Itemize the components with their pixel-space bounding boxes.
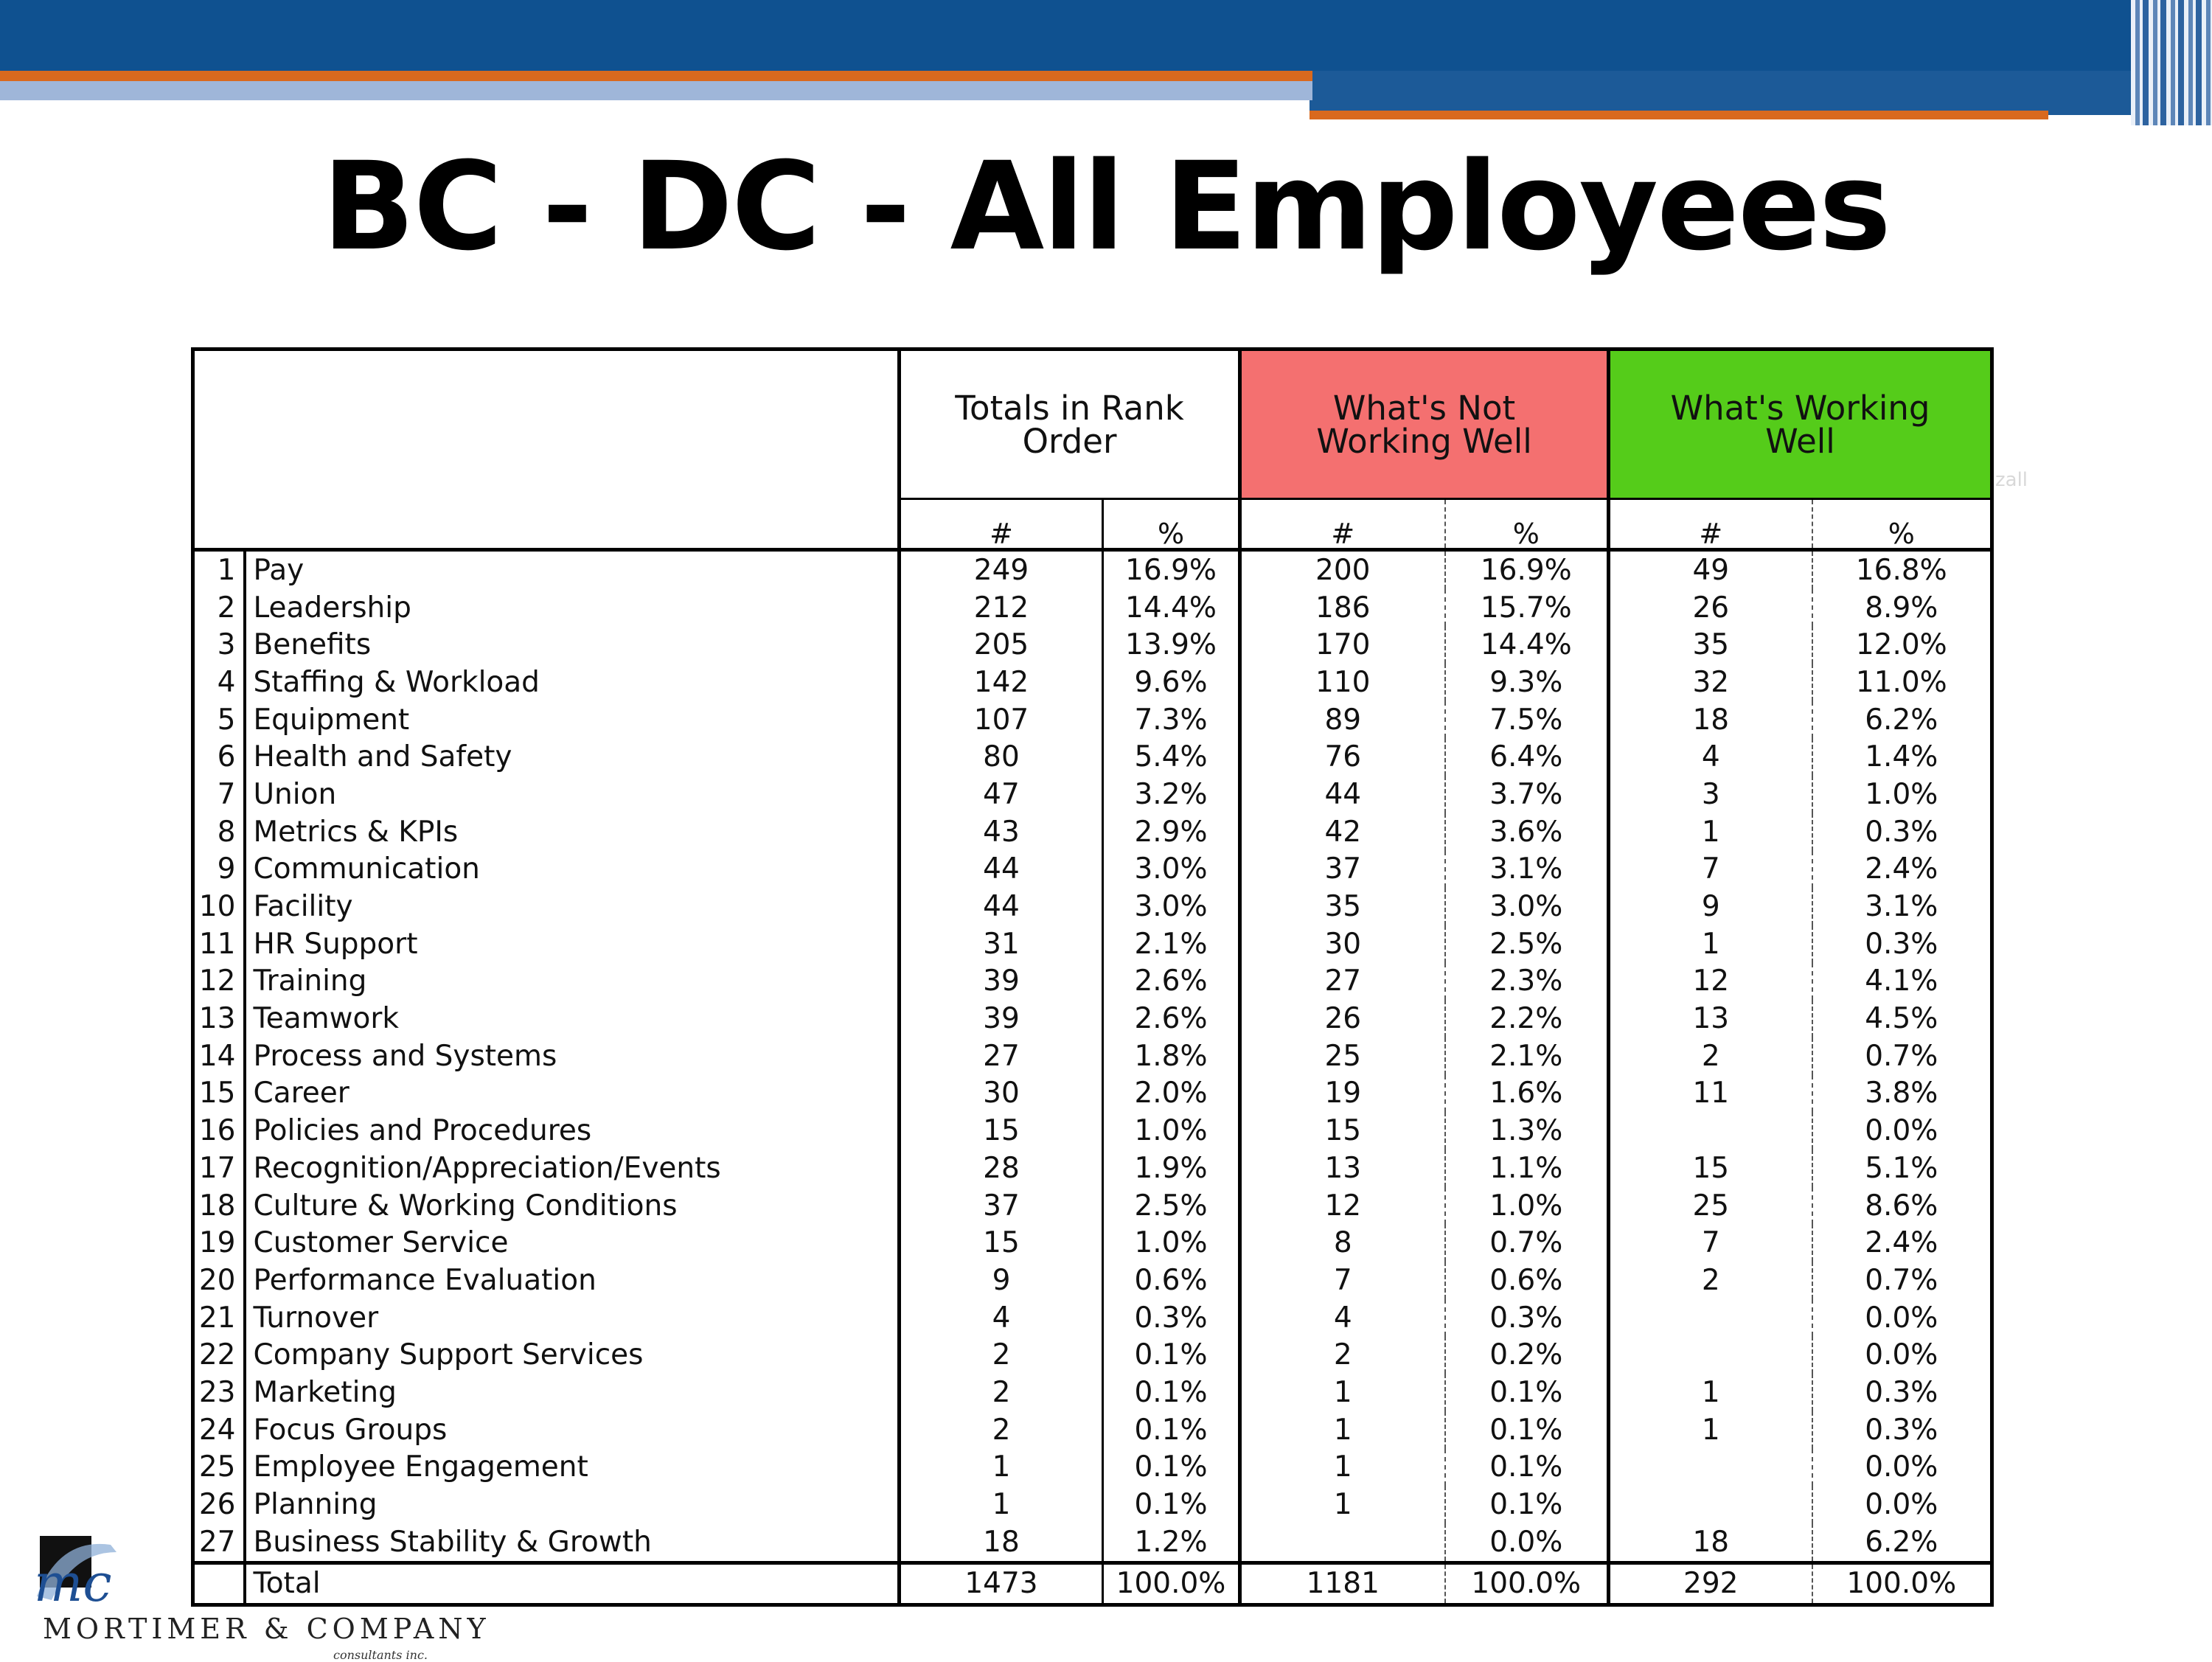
table-row <box>193 1224 1992 1262</box>
row-total-count: 27 <box>983 1039 1020 1073</box>
row-total-percent: 13.9% <box>1103 626 1240 664</box>
row-work-percent: 2.4% <box>1812 851 1992 889</box>
row-work-percent: 12.0% <box>1812 626 1992 664</box>
row-work-percent: 11.0% <box>1812 664 1992 701</box>
row-work-percent: 3.1% <box>1812 888 1992 925</box>
row-rank: 5 <box>193 701 245 739</box>
row-total-percent: 1.0% <box>1103 1224 1240 1262</box>
row-rank: 17 <box>193 1150 245 1187</box>
row-total-percent: 2.6% <box>1103 1000 1240 1037</box>
row-work-count: 35 <box>1692 628 1730 662</box>
row-work-count: 3 <box>1701 777 1720 811</box>
table-row <box>193 925 1992 963</box>
row-work-percent: 4.5% <box>1812 1000 1992 1037</box>
row-rank: 7 <box>193 776 245 813</box>
row-rank: 25 <box>193 1449 245 1487</box>
table-row <box>193 701 1992 739</box>
table-row <box>193 1000 1992 1037</box>
row-not-count: 1 <box>1333 1413 1352 1447</box>
row-not-percent: 16.9% <box>1445 550 1609 589</box>
row-work-count: 2 <box>1701 1039 1720 1073</box>
row-total-count: 44 <box>983 852 1020 886</box>
row-total-percent: 0.6% <box>1103 1262 1240 1299</box>
row-category: Teamwork <box>245 1000 900 1037</box>
row-total-percent: 5.4% <box>1103 738 1240 776</box>
sub-header-row <box>193 499 1992 550</box>
row-work-count: 11 <box>1692 1077 1730 1110</box>
row-not-percent: 6.4% <box>1445 738 1609 776</box>
row-work-count: 1 <box>1701 1375 1720 1409</box>
row-work-percent: 6.2% <box>1812 1523 1992 1562</box>
table-row <box>193 813 1992 851</box>
row-category: Customer Service <box>245 1224 900 1262</box>
row-rank: 22 <box>193 1336 245 1374</box>
row-total-percent: 2.6% <box>1103 963 1240 1001</box>
row-total-percent: 2.1% <box>1103 925 1240 963</box>
logo-tagline: consultants inc. <box>333 1648 428 1662</box>
row-total-percent: 1.0% <box>1103 1112 1240 1150</box>
table-row <box>193 888 1992 925</box>
row-not-percent: 0.1% <box>1445 1486 1609 1523</box>
row-total-percent: 2.9% <box>1103 813 1240 851</box>
header-vertical-stripes <box>2131 0 2212 125</box>
row-not-count: 13 <box>1324 1151 1362 1185</box>
row-total-count: 15 <box>983 1226 1020 1260</box>
row-rank: 14 <box>193 1037 245 1075</box>
row-category: Culture & Working Conditions <box>245 1187 900 1225</box>
row-not-percent: 0.0% <box>1445 1523 1609 1562</box>
row-not-count: 19 <box>1324 1077 1362 1110</box>
row-category: Union <box>245 776 900 813</box>
row-not-count: 89 <box>1324 703 1362 737</box>
table-row <box>193 1449 1992 1487</box>
slide-title: BC - DC - All Employees <box>321 136 1891 277</box>
row-not-percent: 15.7% <box>1445 589 1609 627</box>
row-total-count: 47 <box>983 777 1020 811</box>
row-rank: 12 <box>193 963 245 1001</box>
row-work-count <box>1609 1336 1812 1374</box>
subheader-not-percent: % <box>1445 499 1609 550</box>
row-total-count: 2 <box>992 1413 1011 1447</box>
row-total-count: 15 <box>983 1114 1020 1148</box>
header-band-blue <box>0 0 2212 71</box>
row-total-count: 212 <box>973 591 1029 625</box>
row-total-count: 2 <box>992 1338 1011 1372</box>
row-rank: 8 <box>193 813 245 851</box>
row-not-count: 1 <box>1333 1375 1352 1409</box>
row-rank: 20 <box>193 1262 245 1299</box>
row-category: Marketing <box>245 1374 900 1411</box>
row-total-percent: 2.0% <box>1103 1075 1240 1113</box>
table-row <box>193 963 1992 1001</box>
row-total-count: 39 <box>983 1002 1020 1036</box>
row-not-count: 1 <box>1333 1450 1352 1484</box>
total-work-count: 292 <box>1609 1562 1812 1604</box>
row-work-percent: 8.6% <box>1812 1187 1992 1225</box>
row-category: Communication <box>245 851 900 889</box>
row-not-percent: 0.1% <box>1445 1374 1609 1411</box>
row-total-count: 107 <box>973 703 1029 737</box>
row-not-count: 37 <box>1324 852 1362 886</box>
row-not-count: 76 <box>1324 740 1362 774</box>
row-rank: 27 <box>193 1523 245 1562</box>
row-not-percent: 2.1% <box>1445 1037 1609 1075</box>
subheader-work-percent: % <box>1812 499 1992 550</box>
row-total-count: 80 <box>983 740 1020 774</box>
row-not-count: 110 <box>1315 665 1371 699</box>
row-total-percent: 1.9% <box>1103 1150 1240 1187</box>
row-not-count: 25 <box>1324 1039 1362 1073</box>
row-work-percent: 0.3% <box>1812 1411 1992 1449</box>
row-total-percent: 3.2% <box>1103 776 1240 813</box>
total-percent: 100.0% <box>1103 1562 1240 1604</box>
row-work-count: 2 <box>1701 1263 1720 1297</box>
row-total-percent: 0.3% <box>1103 1299 1240 1337</box>
row-not-percent: 3.1% <box>1445 851 1609 889</box>
row-category: Health and Safety <box>245 738 900 776</box>
row-work-percent: 6.2% <box>1812 701 1992 739</box>
row-work-percent: 0.0% <box>1812 1486 1992 1523</box>
row-work-percent: 1.4% <box>1812 738 1992 776</box>
row-not-count: 186 <box>1315 591 1371 625</box>
row-rank: 1 <box>193 550 245 589</box>
row-not-percent: 2.2% <box>1445 1000 1609 1037</box>
row-work-percent: 0.0% <box>1812 1449 1992 1487</box>
row-not-count: 15 <box>1324 1114 1362 1148</box>
header-stripe-orange <box>0 71 1312 81</box>
row-category: HR Support <box>245 925 900 963</box>
table-row <box>193 851 1992 889</box>
row-rank: 21 <box>193 1299 245 1337</box>
employee-feedback-table <box>191 347 1994 1607</box>
logo-mark-text: mc <box>34 1553 112 1611</box>
row-total-count: 142 <box>973 665 1029 699</box>
row-category: Company Support Services <box>245 1336 900 1374</box>
row-total-count: 205 <box>973 628 1029 662</box>
row-category: Process and Systems <box>245 1037 900 1075</box>
row-category: Career <box>245 1075 900 1113</box>
row-rank: 18 <box>193 1187 245 1225</box>
row-not-count: 42 <box>1324 815 1362 849</box>
row-rank: 16 <box>193 1112 245 1150</box>
row-rank: 4 <box>193 664 245 701</box>
table-row <box>193 1374 1992 1411</box>
row-work-count: 1 <box>1701 1413 1720 1447</box>
row-work-percent: 0.7% <box>1812 1037 1992 1075</box>
row-total-count: 9 <box>992 1263 1011 1297</box>
row-total-percent: 0.1% <box>1103 1374 1240 1411</box>
row-total-percent: 0.1% <box>1103 1449 1240 1487</box>
header-band-right <box>1310 71 2212 115</box>
row-not-count: 1 <box>1333 1488 1352 1522</box>
row-work-percent: 0.0% <box>1812 1336 1992 1374</box>
row-work-count: 12 <box>1692 964 1730 998</box>
table-row <box>193 1299 1992 1337</box>
row-work-percent: 2.4% <box>1812 1224 1992 1262</box>
row-work-count <box>1609 1486 1812 1523</box>
row-work-count: 13 <box>1692 1002 1730 1036</box>
row-rank: 23 <box>193 1374 245 1411</box>
row-not-percent: 14.4% <box>1445 626 1609 664</box>
row-total-count: 4 <box>992 1301 1011 1335</box>
row-not-percent: 0.2% <box>1445 1336 1609 1374</box>
row-not-percent: 1.6% <box>1445 1075 1609 1113</box>
row-not-count: 7 <box>1333 1263 1352 1297</box>
row-category: Turnover <box>245 1299 900 1337</box>
group-header-row <box>193 350 1992 499</box>
row-rank: 3 <box>193 626 245 664</box>
row-rank: 9 <box>193 851 245 889</box>
row-work-percent: 8.9% <box>1812 589 1992 627</box>
row-not-count: 200 <box>1315 553 1371 587</box>
row-not-count: 2 <box>1333 1338 1352 1372</box>
row-not-percent: 0.1% <box>1445 1411 1609 1449</box>
row-category: Performance Evaluation <box>245 1262 900 1299</box>
header-totals: Totals in Rank Order <box>900 350 1240 499</box>
table-row <box>193 1411 1992 1449</box>
table-row <box>193 589 1992 627</box>
total-work-percent: 100.0% <box>1812 1562 1992 1604</box>
total-not-count: 1181 <box>1240 1562 1445 1604</box>
table-row <box>193 1075 1992 1113</box>
row-work-percent: 16.8% <box>1812 550 1992 589</box>
row-rank: 11 <box>193 925 245 963</box>
row-not-percent: 3.7% <box>1445 776 1609 813</box>
row-not-percent: 0.3% <box>1445 1299 1609 1337</box>
row-not-count: 8 <box>1333 1226 1352 1260</box>
row-not-count: 44 <box>1324 777 1362 811</box>
row-work-count: 7 <box>1701 852 1720 886</box>
row-total-count: 1 <box>992 1488 1011 1522</box>
row-work-count: 26 <box>1692 591 1730 625</box>
row-category: Pay <box>245 550 900 589</box>
row-not-count: 170 <box>1315 628 1371 662</box>
row-total-percent: 9.6% <box>1103 664 1240 701</box>
total-label: Total <box>245 1562 900 1604</box>
row-rank: 10 <box>193 888 245 925</box>
row-category: Leadership <box>245 589 900 627</box>
row-work-count: 1 <box>1701 815 1720 849</box>
row-work-percent: 1.0% <box>1812 776 1992 813</box>
row-rank: 19 <box>193 1224 245 1262</box>
row-work-percent: 0.7% <box>1812 1262 1992 1299</box>
subheader-total-percent: % <box>1103 499 1240 550</box>
row-not-percent: 0.1% <box>1445 1449 1609 1487</box>
table-row <box>193 550 1992 589</box>
row-category: Equipment <box>245 701 900 739</box>
row-total-count: 37 <box>983 1189 1020 1223</box>
total-count: 1473 <box>900 1562 1103 1604</box>
row-work-percent: 0.3% <box>1812 925 1992 963</box>
row-work-percent: 0.3% <box>1812 1374 1992 1411</box>
subheader-work-count: # <box>1609 499 1812 550</box>
row-category: Metrics & KPIs <box>245 813 900 851</box>
header-stripe-light <box>0 81 1312 100</box>
row-not-percent: 1.0% <box>1445 1187 1609 1225</box>
subheader-total-count: # <box>900 499 1103 550</box>
row-total-percent: 14.4% <box>1103 589 1240 627</box>
row-not-percent: 3.6% <box>1445 813 1609 851</box>
header-stripe-orange-right <box>1310 111 2048 119</box>
table-row <box>193 1187 1992 1225</box>
row-category: Business Stability & Growth <box>245 1523 900 1562</box>
row-category: Staffing & Workload <box>245 664 900 701</box>
row-not-percent: 1.1% <box>1445 1150 1609 1187</box>
row-total-percent: 16.9% <box>1103 550 1240 589</box>
row-work-count <box>1609 1449 1812 1487</box>
row-work-percent: 0.0% <box>1812 1299 1992 1337</box>
row-not-percent: 7.5% <box>1445 701 1609 739</box>
row-total-count: 1 <box>992 1450 1011 1484</box>
row-work-count: 4 <box>1701 740 1720 774</box>
table-row <box>193 1112 1992 1150</box>
row-category: Planning <box>245 1486 900 1523</box>
row-work-count: 9 <box>1701 890 1720 924</box>
row-work-percent: 0.3% <box>1812 813 1992 851</box>
row-total-percent: 1.8% <box>1103 1037 1240 1075</box>
row-category: Benefits <box>245 626 900 664</box>
total-row <box>193 1562 1992 1604</box>
table-row <box>193 1486 1992 1523</box>
row-total-percent: 2.5% <box>1103 1187 1240 1225</box>
row-not-percent: 0.7% <box>1445 1224 1609 1262</box>
row-work-count: 49 <box>1692 553 1730 587</box>
row-work-count: 7 <box>1701 1226 1720 1260</box>
row-category: Recognition/Appreciation/Events <box>245 1150 900 1187</box>
row-work-count <box>1609 1299 1812 1337</box>
row-category: Policies and Procedures <box>245 1112 900 1150</box>
header-not-working-well: What's Not Working Well <box>1240 350 1609 499</box>
row-total-percent: 3.0% <box>1103 851 1240 889</box>
row-category: Training <box>245 963 900 1001</box>
row-total-percent: 0.1% <box>1103 1486 1240 1523</box>
row-total-count: 43 <box>983 815 1020 849</box>
row-not-count: 35 <box>1324 890 1362 924</box>
row-not-count <box>1240 1523 1445 1562</box>
row-work-count: 15 <box>1692 1151 1730 1185</box>
row-category: Facility <box>245 888 900 925</box>
row-work-count: 18 <box>1692 703 1730 737</box>
logo-company-name: MORTIMER & COMPANY <box>43 1613 490 1645</box>
row-total-percent: 7.3% <box>1103 701 1240 739</box>
row-not-percent: 9.3% <box>1445 664 1609 701</box>
table-row <box>193 1037 1992 1075</box>
row-not-count: 4 <box>1333 1301 1352 1335</box>
row-work-percent: 3.8% <box>1812 1075 1992 1113</box>
row-not-count: 27 <box>1324 964 1362 998</box>
row-total-count: 30 <box>983 1077 1020 1110</box>
row-rank: 13 <box>193 1000 245 1037</box>
row-not-percent: 2.3% <box>1445 963 1609 1001</box>
blank-header-cell <box>193 350 900 499</box>
row-total-count: 2 <box>992 1375 1011 1409</box>
row-total-percent: 0.1% <box>1103 1336 1240 1374</box>
table-row <box>193 1262 1992 1299</box>
table-row <box>193 1523 1992 1562</box>
row-total-count: 18 <box>983 1525 1020 1559</box>
ghost-text: zall <box>1995 469 2028 491</box>
table-row <box>193 626 1992 664</box>
row-not-percent: 2.5% <box>1445 925 1609 963</box>
row-work-percent: 0.0% <box>1812 1112 1992 1150</box>
row-rank: 2 <box>193 589 245 627</box>
row-rank: 24 <box>193 1411 245 1449</box>
row-work-count: 32 <box>1692 665 1730 699</box>
row-work-percent: 4.1% <box>1812 963 1992 1001</box>
table-row <box>193 776 1992 813</box>
row-total-percent: 0.1% <box>1103 1411 1240 1449</box>
row-total-count: 28 <box>983 1151 1020 1185</box>
row-work-percent: 5.1% <box>1812 1150 1992 1187</box>
row-rank: 15 <box>193 1075 245 1113</box>
row-rank: 6 <box>193 738 245 776</box>
row-not-percent: 0.6% <box>1445 1262 1609 1299</box>
row-total-count: 31 <box>983 927 1020 961</box>
row-work-count: 1 <box>1701 927 1720 961</box>
row-total-percent: 1.2% <box>1103 1523 1240 1562</box>
table-row <box>193 1150 1992 1187</box>
row-not-count: 30 <box>1324 927 1362 961</box>
row-total-count: 44 <box>983 890 1020 924</box>
row-not-count: 26 <box>1324 1002 1362 1036</box>
row-total-count: 39 <box>983 964 1020 998</box>
table-row <box>193 664 1992 701</box>
mortimer-logo-mark <box>29 1530 125 1611</box>
table-row <box>193 738 1992 776</box>
blank-subheader-cell <box>193 499 900 550</box>
total-not-percent: 100.0% <box>1445 1562 1609 1604</box>
header-working-well: What's Working Well <box>1609 350 1992 499</box>
row-total-count: 249 <box>973 553 1029 587</box>
row-not-count: 12 <box>1324 1189 1362 1223</box>
row-work-count: 25 <box>1692 1189 1730 1223</box>
row-work-count: 18 <box>1692 1525 1730 1559</box>
row-rank: 26 <box>193 1486 245 1523</box>
row-not-percent: 1.3% <box>1445 1112 1609 1150</box>
row-total-percent: 3.0% <box>1103 888 1240 925</box>
row-not-percent: 3.0% <box>1445 888 1609 925</box>
subheader-not-count: # <box>1240 499 1445 550</box>
row-category: Focus Groups <box>245 1411 900 1449</box>
table-row <box>193 1336 1992 1374</box>
row-category: Employee Engagement <box>245 1449 900 1487</box>
row-work-count <box>1609 1112 1812 1150</box>
